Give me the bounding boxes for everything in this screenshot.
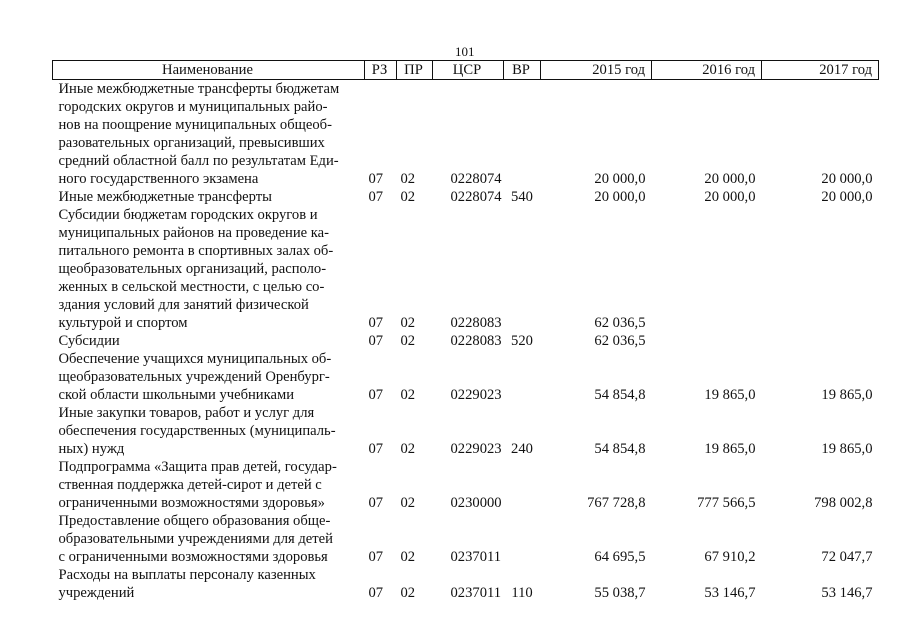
row-name xyxy=(53,188,365,206)
row-rz: 07 xyxy=(368,585,384,601)
page-number: 101 xyxy=(455,44,475,59)
row-value-2017: 20 000,0 xyxy=(821,189,873,205)
row-name xyxy=(53,404,365,458)
row-value-2015: 55 038,7 xyxy=(594,585,646,601)
row-name-line: обеспечения государственных (муниципаль- xyxy=(58,423,336,439)
row-vr: 240 xyxy=(511,441,533,457)
row-value-2016: 19 865,0 xyxy=(704,441,756,457)
table-row xyxy=(53,80,879,189)
table-body xyxy=(53,80,879,603)
row-value-2016: 53 146,7 xyxy=(704,585,756,601)
row-rz: 07 xyxy=(368,171,384,187)
row-value-2016: 67 910,2 xyxy=(704,549,756,565)
row-csr: 0228083 xyxy=(450,333,502,349)
row-name xyxy=(53,206,365,332)
table-row xyxy=(53,458,879,512)
row-csr: 0229023 xyxy=(450,441,502,457)
row-value-2017: 72 047,7 xyxy=(821,549,873,565)
row-name-line: ных) нужд xyxy=(58,441,125,457)
row-vr: 520 xyxy=(511,333,533,349)
row-value-2015: 54 854,8 xyxy=(594,441,646,457)
column-header-2017: 2017 год xyxy=(762,61,879,80)
row-csr: 0228074 xyxy=(450,189,502,205)
row-value-2016: 20 000,0 xyxy=(704,171,756,187)
row-pr: 02 xyxy=(400,441,416,457)
column-header-2016: 2016 год xyxy=(652,61,762,80)
row-name-line: городских округов и муниципальных райо- xyxy=(58,99,328,115)
row-value-2016: 19 865,0 xyxy=(704,387,756,403)
column-header-name: Наименование xyxy=(53,61,365,80)
column-header-vr: ВР xyxy=(504,61,541,80)
table-row xyxy=(53,512,879,566)
row-name xyxy=(53,458,365,512)
row-name-line: Иные закупки товаров, работ и услуг для xyxy=(58,405,315,421)
row-vr xyxy=(504,206,541,332)
row-value-2017: 53 146,7 xyxy=(821,585,873,601)
table-row xyxy=(53,350,879,404)
table-row xyxy=(53,566,879,602)
table-row xyxy=(53,332,879,350)
row-name-line: Иные межбюджетные трансферты xyxy=(58,189,272,205)
row-name-line: разовательных организаций, превысивших xyxy=(58,135,325,151)
row-csr: 0229023 xyxy=(450,387,502,403)
row-name-line: средний областной балл по результатам Еди- xyxy=(58,153,339,169)
row-pr: 02 xyxy=(400,387,416,403)
row-pr: 02 xyxy=(400,495,416,511)
row-vr: 110 xyxy=(511,585,533,601)
row-vr xyxy=(504,458,541,512)
row-vr xyxy=(504,512,541,566)
row-pr: 02 xyxy=(400,333,416,349)
table-header-row xyxy=(53,61,879,80)
table-row xyxy=(53,206,879,332)
row-name-line: культурой и спортом xyxy=(58,315,188,331)
row-name-line: образовательными учреждениями для детей xyxy=(58,531,333,547)
row-value-2017: 20 000,0 xyxy=(821,171,873,187)
row-name-line: женных в сельской местности, с целью со- xyxy=(58,279,325,295)
row-name xyxy=(53,350,365,404)
row-name-line: Субсидии xyxy=(58,333,120,349)
row-name-line: Подпрограмма «Защита прав детей, государ- xyxy=(58,459,337,475)
row-name-line: муниципальных районов на проведение ка- xyxy=(58,225,329,241)
row-name-line: Обеспечение учащихся муниципальных об- xyxy=(58,351,332,367)
row-value-2017: 19 865,0 xyxy=(821,387,873,403)
row-rz: 07 xyxy=(368,315,384,331)
row-name-line: питального ремонта в спортивных залах об- xyxy=(58,243,334,259)
row-value-2016 xyxy=(652,332,762,350)
row-value-2015: 54 854,8 xyxy=(594,387,646,403)
row-value-2015: 20 000,0 xyxy=(594,189,646,205)
row-name xyxy=(53,332,365,350)
row-value-2017: 798 002,8 xyxy=(814,495,873,511)
table-row xyxy=(53,404,879,458)
row-name-line: щеобразовательных учреждений Оренбург- xyxy=(58,369,330,385)
row-csr: 0237011 xyxy=(450,549,502,565)
row-rz: 07 xyxy=(368,441,384,457)
row-name-line: учреждений xyxy=(58,585,135,601)
row-csr: 0237011 xyxy=(450,585,502,601)
row-name-line: ской области школьными учебниками xyxy=(58,387,295,403)
row-vr: 540 xyxy=(511,189,533,205)
row-pr: 02 xyxy=(400,585,416,601)
row-pr: 02 xyxy=(400,189,416,205)
row-csr: 0230000 xyxy=(450,495,502,511)
row-name xyxy=(53,566,365,602)
row-vr xyxy=(504,350,541,404)
row-csr: 0228083 xyxy=(450,315,502,331)
row-name xyxy=(53,80,365,189)
row-name-line: здания условий для занятий физической xyxy=(58,297,309,313)
budget-table xyxy=(52,60,879,602)
row-rz: 07 xyxy=(368,495,384,511)
row-value-2015: 64 695,5 xyxy=(594,549,646,565)
column-header-pr: ПР xyxy=(397,61,433,80)
row-pr: 02 xyxy=(400,171,416,187)
row-value-2017 xyxy=(762,332,879,350)
row-value-2015: 62 036,5 xyxy=(594,333,646,349)
row-name-line: Предоставление общего образования обще- xyxy=(58,513,331,529)
row-rz: 07 xyxy=(368,549,384,565)
row-value-2015: 62 036,5 xyxy=(594,315,646,331)
row-rz: 07 xyxy=(368,333,384,349)
row-name xyxy=(53,512,365,566)
row-name-line: ного государственного экзамена xyxy=(58,171,259,187)
column-header-csr: ЦСР xyxy=(433,61,504,80)
row-name-line: Субсидии бюджетам городских округов и xyxy=(58,207,318,223)
row-name-line: щеобразовательных организаций, располо- xyxy=(58,261,327,277)
row-name-line: ственная поддержка детей-сирот и детей с xyxy=(58,477,322,493)
row-value-2015: 767 728,8 xyxy=(587,495,646,511)
row-name-line: ограниченными возможностями здоровья» xyxy=(58,495,325,511)
column-header-rz: РЗ xyxy=(365,61,397,80)
table-row xyxy=(53,188,879,206)
row-pr: 02 xyxy=(400,315,416,331)
row-value-2016: 777 566,5 xyxy=(697,495,756,511)
row-rz: 07 xyxy=(368,189,384,205)
row-value-2015: 20 000,0 xyxy=(594,171,646,187)
row-value-2016 xyxy=(652,206,762,332)
row-name-line: Иные межбюджетные трансферты бюджетам xyxy=(58,81,340,97)
row-rz: 07 xyxy=(368,387,384,403)
row-value-2016: 20 000,0 xyxy=(704,189,756,205)
row-vr xyxy=(504,80,541,189)
row-csr: 0228074 xyxy=(450,171,502,187)
row-name-line: Расходы на выплаты персоналу казенных xyxy=(58,567,316,583)
row-name-line: с ограниченными возможностями здоровья xyxy=(58,549,328,565)
row-value-2017: 19 865,0 xyxy=(821,441,873,457)
row-pr: 02 xyxy=(400,549,416,565)
row-value-2017 xyxy=(762,206,879,332)
row-name-line: нов на поощрение муниципальных общеоб- xyxy=(58,117,332,133)
column-header-2015: 2015 год xyxy=(541,61,652,80)
